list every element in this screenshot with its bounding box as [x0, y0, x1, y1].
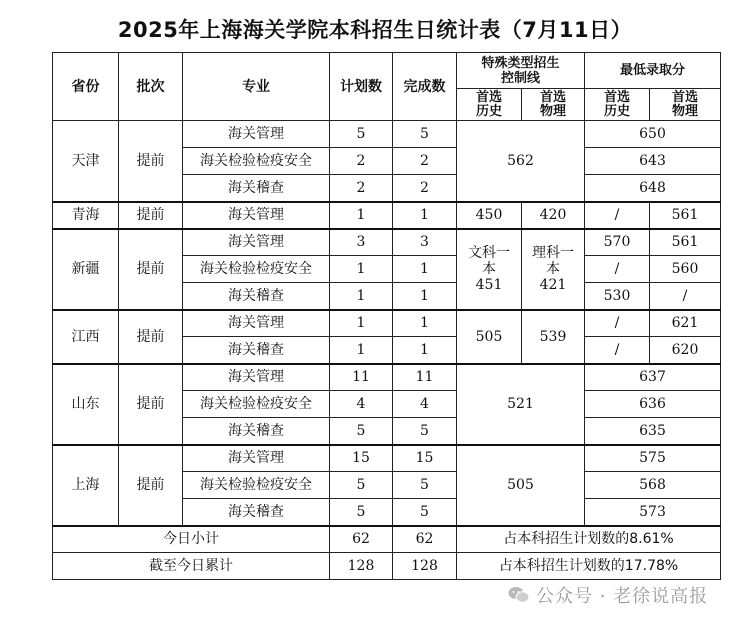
province-cell: 上海 — [53, 445, 119, 526]
major-cell: 海关检验检疫安全 — [183, 391, 330, 418]
min-score-cell: 573 — [585, 499, 721, 526]
min-physics-cell: 561 — [650, 202, 721, 229]
today-done: 62 — [393, 526, 457, 553]
page-title: 2025年上海海关学院本科招生日统计表（7月11日） — [117, 18, 633, 42]
line-physics-text-b: 本 — [546, 261, 560, 277]
header-done: 完成数 — [393, 53, 457, 121]
header-line-history: 首选历史 — [457, 89, 522, 121]
plan-cell: 1 — [330, 256, 393, 283]
cumulative-plan: 128 — [330, 553, 393, 580]
header-line-physics: 首选物理 — [522, 89, 585, 121]
plan-cell: 1 — [330, 337, 393, 364]
plan-cell: 1 — [330, 283, 393, 310]
batch-cell: 提前 — [119, 121, 183, 202]
min-physics-cell: 620 — [650, 337, 721, 364]
line-history-value: 451 — [475, 277, 503, 293]
major-cell: 海关稽查 — [183, 418, 330, 445]
plan-cell: 5 — [330, 472, 393, 499]
control-line-cell: 521 — [457, 364, 585, 445]
done-cell: 1 — [393, 283, 457, 310]
plan-cell: 4 — [330, 391, 393, 418]
plan-cell: 5 — [330, 121, 393, 148]
header-province: 省份 — [53, 53, 119, 121]
plan-cell: 1 — [330, 310, 393, 337]
wechat-icon — [508, 586, 530, 604]
done-cell: 1 — [393, 256, 457, 283]
done-cell: 15 — [393, 445, 457, 472]
batch-cell: 提前 — [119, 202, 183, 229]
province-cell: 山东 — [53, 364, 119, 445]
major-cell: 海关管理 — [183, 364, 330, 391]
min-history-cell: / — [585, 337, 650, 364]
admission-table — [52, 52, 721, 580]
major-cell: 海关管理 — [183, 445, 330, 472]
today-plan: 62 — [330, 526, 393, 553]
header-min-history: 首选历史 — [585, 89, 650, 121]
major-cell: 海关管理 — [183, 202, 330, 229]
control-line-physics — [522, 229, 585, 310]
done-cell: 3 — [393, 229, 457, 256]
min-score-cell: 637 — [585, 364, 721, 391]
header-batch: 批次 — [119, 53, 183, 121]
header-min-score: 最低录取分 — [585, 53, 721, 89]
province-cell: 新疆 — [53, 229, 119, 310]
control-line-physics: 539 — [522, 310, 585, 364]
plan-cell: 2 — [330, 148, 393, 175]
major-cell: 海关管理 — [183, 121, 330, 148]
control-line-history: 505 — [457, 310, 522, 364]
major-cell: 海关管理 — [183, 310, 330, 337]
done-cell: 4 — [393, 391, 457, 418]
major-cell: 海关检验检疫安全 — [183, 472, 330, 499]
control-line-history — [457, 229, 522, 310]
watermark-text: 公众号 · 老徐说高报 — [536, 586, 709, 607]
min-score-cell: 636 — [585, 391, 721, 418]
header-major: 专业 — [183, 53, 330, 121]
province-cell: 江西 — [53, 310, 119, 364]
plan-cell: 5 — [330, 499, 393, 526]
major-cell: 海关稽查 — [183, 499, 330, 526]
line-history-text-a: 文科一 — [468, 245, 510, 261]
min-history-cell: 530 — [585, 283, 650, 310]
cumulative-done: 128 — [393, 553, 457, 580]
done-cell: 2 — [393, 175, 457, 202]
done-cell: 5 — [393, 418, 457, 445]
min-history-cell: 570 — [585, 229, 650, 256]
min-score-cell: 635 — [585, 418, 721, 445]
batch-cell: 提前 — [119, 229, 183, 310]
min-score-cell: 575 — [585, 445, 721, 472]
plan-cell: 1 — [330, 202, 393, 229]
control-line-history: 450 — [457, 202, 522, 229]
line-physics-text-a: 理科一 — [532, 245, 574, 261]
cumulative-label: 截至今日累计 — [53, 553, 330, 580]
line-history-text-b: 本 — [482, 261, 496, 277]
min-physics-cell: 621 — [650, 310, 721, 337]
header-plan: 计划数 — [330, 53, 393, 121]
done-cell: 1 — [393, 310, 457, 337]
min-physics-cell: 561 — [650, 229, 721, 256]
plan-cell: 5 — [330, 418, 393, 445]
header-min-physics: 首选物理 — [650, 89, 721, 121]
min-score-cell: 643 — [585, 148, 721, 175]
min-history-cell: / — [585, 256, 650, 283]
watermark — [508, 582, 708, 608]
batch-cell: 提前 — [119, 310, 183, 364]
control-line-cell: 562 — [457, 121, 585, 202]
today-percent-note: 占本科招生计划数的8.61% — [457, 526, 721, 553]
min-physics-cell: / — [650, 283, 721, 310]
control-line-physics: 420 — [522, 202, 585, 229]
batch-cell: 提前 — [119, 445, 183, 526]
plan-cell: 15 — [330, 445, 393, 472]
plan-cell: 3 — [330, 229, 393, 256]
today-subtotal-label: 今日小计 — [53, 526, 330, 553]
cumulative-percent-note: 占本科招生计划数的17.78% — [457, 553, 721, 580]
min-score-cell: 648 — [585, 175, 721, 202]
done-cell: 2 — [393, 148, 457, 175]
major-cell: 海关检验检疫安全 — [183, 148, 330, 175]
major-cell: 海关检验检疫安全 — [183, 256, 330, 283]
min-score-cell: 568 — [585, 472, 721, 499]
control-line-cell: 505 — [457, 445, 585, 526]
major-cell: 海关稽查 — [183, 283, 330, 310]
major-cell: 海关稽查 — [183, 337, 330, 364]
done-cell: 11 — [393, 364, 457, 391]
min-history-cell: / — [585, 202, 650, 229]
min-history-cell: / — [585, 310, 650, 337]
min-physics-cell: 560 — [650, 256, 721, 283]
line-physics-value: 421 — [539, 277, 567, 293]
done-cell: 5 — [393, 121, 457, 148]
major-cell: 海关管理 — [183, 229, 330, 256]
plan-cell: 11 — [330, 364, 393, 391]
batch-cell: 提前 — [119, 364, 183, 445]
major-cell: 海关稽查 — [183, 175, 330, 202]
province-cell: 青海 — [53, 202, 119, 229]
done-cell: 5 — [393, 499, 457, 526]
province-cell: 天津 — [53, 121, 119, 202]
plan-cell: 2 — [330, 175, 393, 202]
header-special-line: 特殊类型招生控制线 — [457, 53, 585, 89]
done-cell: 5 — [393, 472, 457, 499]
done-cell: 1 — [393, 202, 457, 229]
min-score-cell: 650 — [585, 121, 721, 148]
done-cell: 1 — [393, 337, 457, 364]
